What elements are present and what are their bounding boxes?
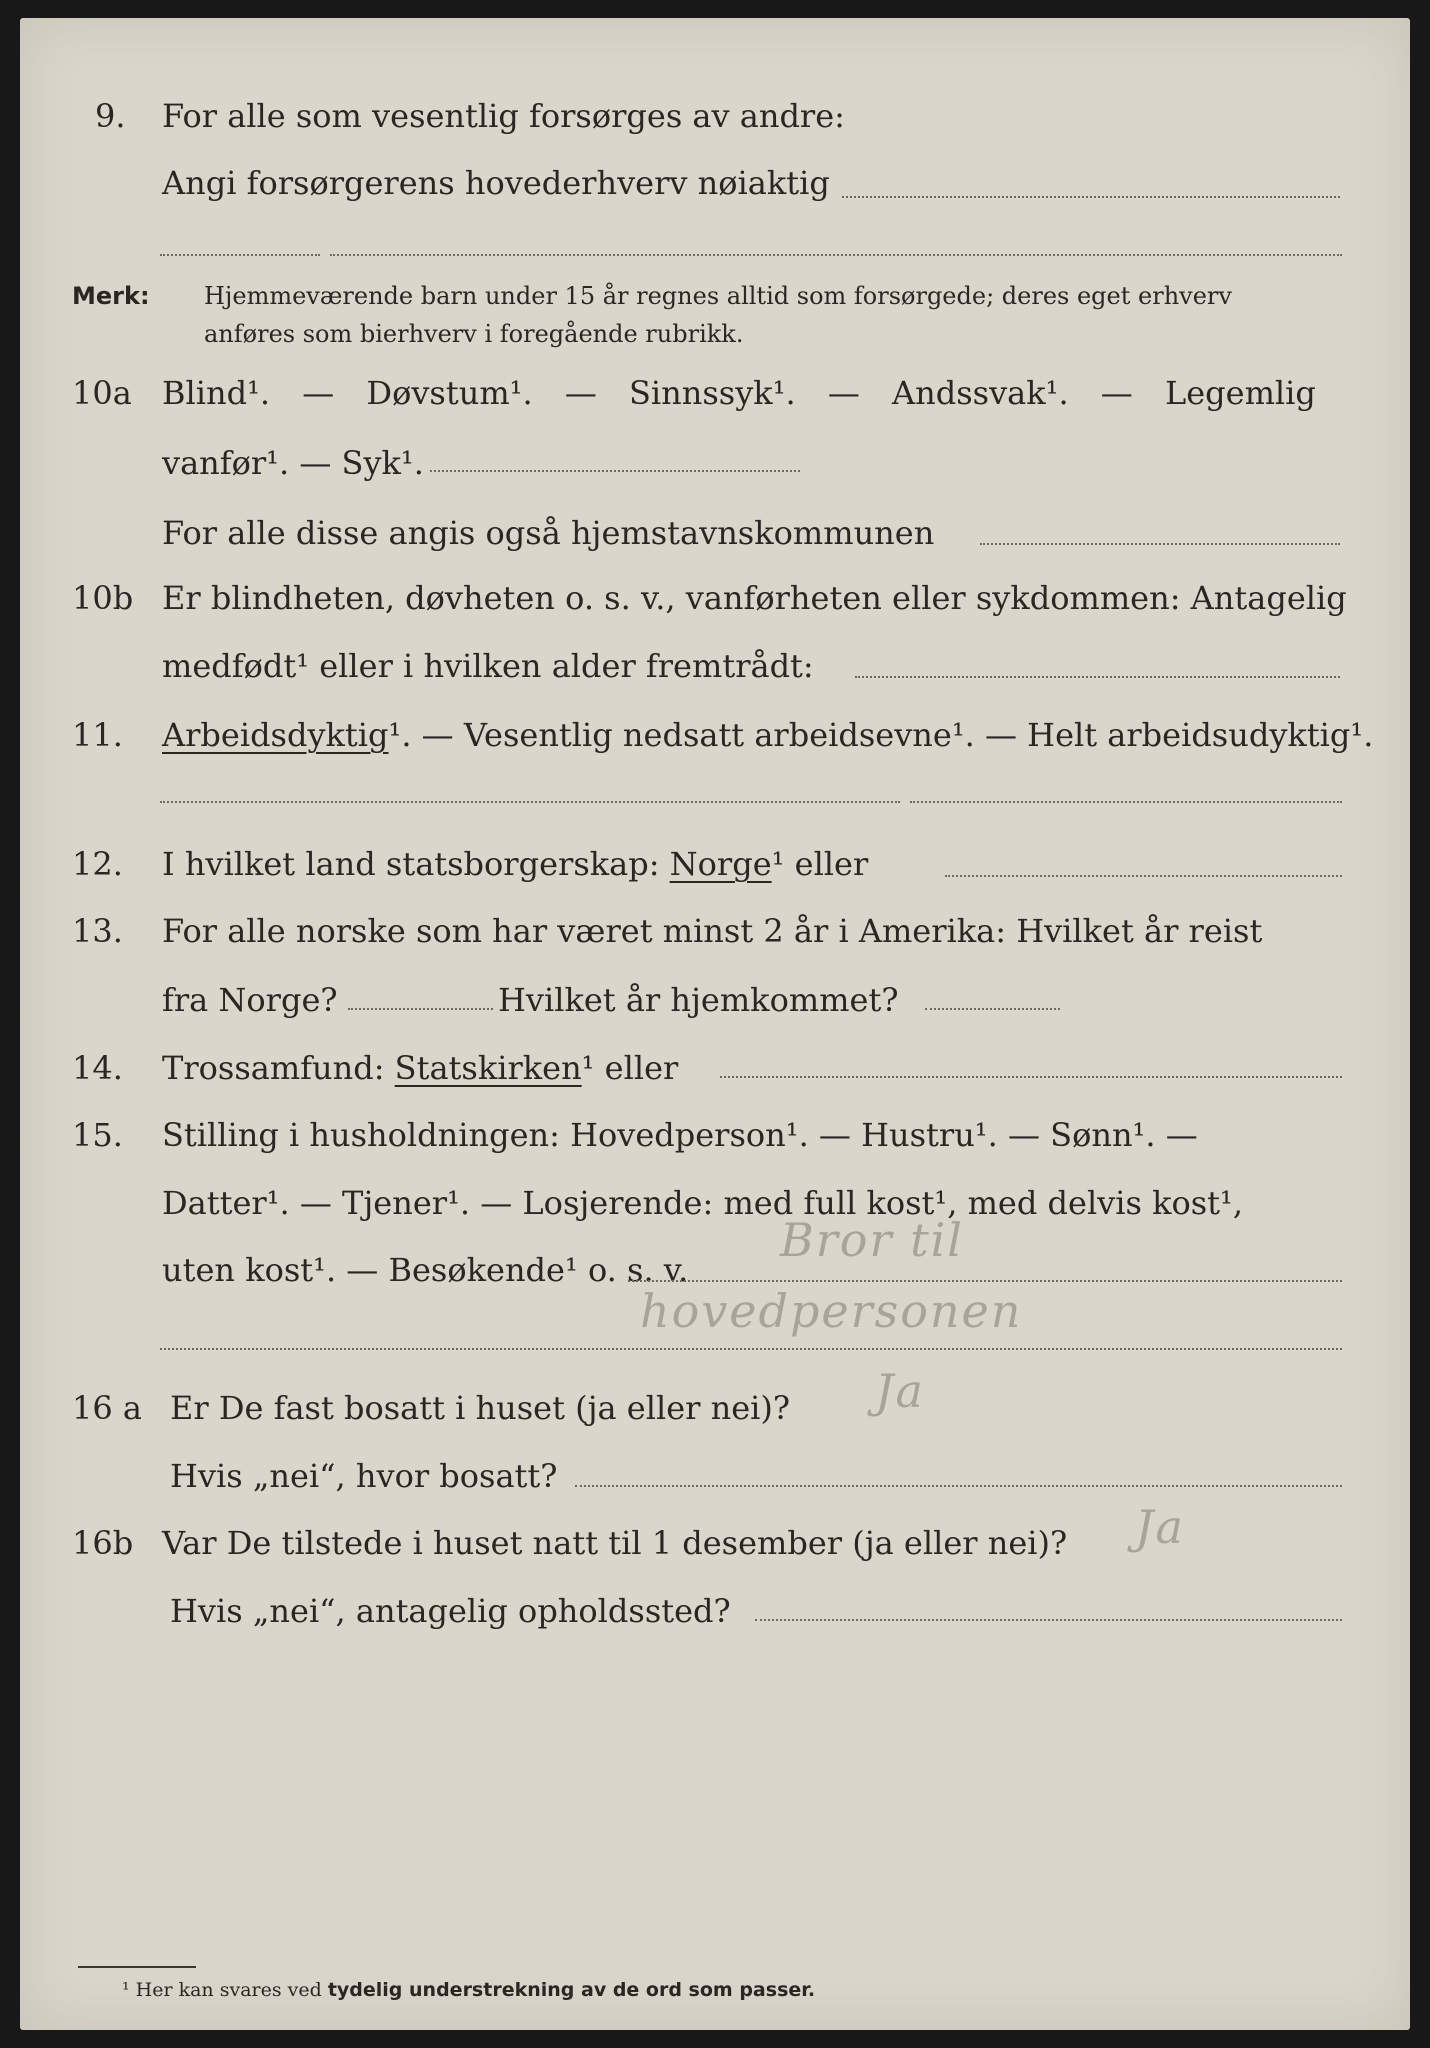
q13-hjemkommet-answer-line[interactable]: [925, 1008, 1060, 1010]
q9-line2: Angi forsørgerens hovederhverv nøiaktig: [162, 164, 830, 202]
census-form-page: [20, 18, 1410, 2030]
q10a-hjemstavn-answer-line[interactable]: [980, 543, 1340, 545]
item-number-16b: 16b: [72, 1524, 134, 1562]
q14-answer-line[interactable]: [720, 1076, 1342, 1078]
q14-line1: [162, 1048, 678, 1088]
q16a-answer-line[interactable]: [575, 1485, 1342, 1487]
q12-rest: ¹ eller: [771, 845, 869, 883]
q14-underlined-answer: Statskirken: [394, 1049, 582, 1087]
q9-line1: For alle som vesentlig forsørges av andre:: [162, 97, 845, 135]
q15-answer-line-1[interactable]: [628, 1280, 1342, 1282]
footnote-plain: ¹ Her kan svares ved: [122, 1979, 328, 2001]
q15-line3: uten kost¹. — Besøkende¹ o. s. v.: [162, 1251, 689, 1289]
q9-answer-line-2b[interactable]: [330, 254, 1342, 256]
q16b-handwritten-answer: Ja: [1135, 1500, 1185, 1554]
q10a-line2: vanfør¹. — Syk¹.: [162, 444, 424, 482]
q15-answer-line-2[interactable]: [160, 1348, 1342, 1350]
q11-answer-line-b[interactable]: [910, 801, 1342, 803]
q14-prompt: Trossamfund:: [162, 1049, 395, 1087]
item-number-16a: 16 a: [72, 1389, 142, 1427]
merk-text-line1: Hjemmeværende barn under 15 år regnes alltid som forsørgede; deres eget erhverv: [204, 282, 1232, 310]
q15-line1: Stilling i husholdningen: Hovedperson¹. — Hustru¹. — Sønn¹. —: [162, 1116, 1198, 1154]
q13-line2b: Hvilket år hjemkommet?: [498, 981, 899, 1019]
q12-prompt: I hvilket land statsborgerskap:: [162, 845, 670, 883]
q10a-answer-line[interactable]: [430, 470, 800, 472]
footnote-bold: tydelig understrekning av de ord som passer.: [327, 1979, 816, 2001]
q13-line1: For alle norske som har været minst 2 år i Amerika: Hvilket år reist: [162, 912, 1263, 950]
item-number-14: 14.: [72, 1049, 123, 1087]
q9-answer-line-1[interactable]: [842, 196, 1340, 198]
q12-line1: [162, 844, 868, 884]
q11-line1: [162, 715, 1373, 755]
item-number-10a: 10a: [72, 374, 132, 412]
item-number-11: 11.: [72, 716, 123, 754]
q16b-line2: Hvis „nei“, antagelig opholdssted?: [170, 1592, 731, 1630]
q13-line2a: fra Norge?: [162, 981, 338, 1019]
item-number-13: 13.: [72, 912, 123, 950]
q15-handwritten-answer-line1: Bror til: [780, 1213, 965, 1267]
q15-handwritten-answer-line2: hovedpersonen: [640, 1284, 1023, 1338]
merk-text-line2: anføres som bierhverv i foregående rubrikk.: [204, 320, 744, 348]
item-number-9: 9.: [95, 97, 126, 135]
q11-underlined-answer: Arbeidsdyktig: [162, 716, 389, 754]
q16a-line2: Hvis „nei“, hvor bosatt?: [170, 1457, 558, 1495]
item-number-10b: 10b: [72, 579, 134, 617]
q9-answer-line-2a[interactable]: [160, 254, 320, 256]
q10b-line1: Er blindheten, døvheten o. s. v., vanførheten eller sykdommen: Antagelig: [162, 579, 1347, 617]
q11-answer-line-a[interactable]: [160, 801, 900, 803]
merk-label: Merk:: [72, 282, 150, 310]
q10a-line1: Blind¹. — Døvstum¹. — Sinnssyk¹. — Andssvak¹. — Legemlig: [162, 374, 1316, 412]
q16b-line1: Var De tilstede i huset natt til 1 desember (ja eller nei)?: [162, 1524, 1068, 1562]
footnote: [122, 1978, 815, 2002]
item-number-12: 12.: [72, 845, 123, 883]
q10b-answer-line[interactable]: [855, 676, 1340, 678]
q16a-handwritten-answer: Ja: [875, 1364, 925, 1418]
q14-rest: ¹ eller: [581, 1049, 679, 1087]
q10a-line3: For alle disse angis også hjemstavnskommunen: [162, 514, 935, 552]
q13-reist-answer-line[interactable]: [348, 1008, 493, 1010]
q12-underlined-answer: Norge: [669, 845, 772, 883]
q11-rest: ¹. — Vesentlig nedsatt arbeidsevne¹. — Helt arbeidsudyktig¹.: [388, 716, 1374, 754]
q15-line2: Datter¹. — Tjener¹. — Losjerende: med full kost¹, med delvis kost¹,: [162, 1184, 1244, 1222]
footnote-rule: [78, 1966, 196, 1968]
q16a-line1: Er De fast bosatt i huset (ja eller nei)?: [170, 1389, 791, 1427]
q12-answer-line[interactable]: [945, 875, 1342, 877]
q10b-line2: medfødt¹ eller i hvilken alder fremtrådt:: [162, 647, 814, 685]
q16b-answer-line[interactable]: [755, 1619, 1342, 1621]
item-number-15: 15.: [72, 1116, 123, 1154]
